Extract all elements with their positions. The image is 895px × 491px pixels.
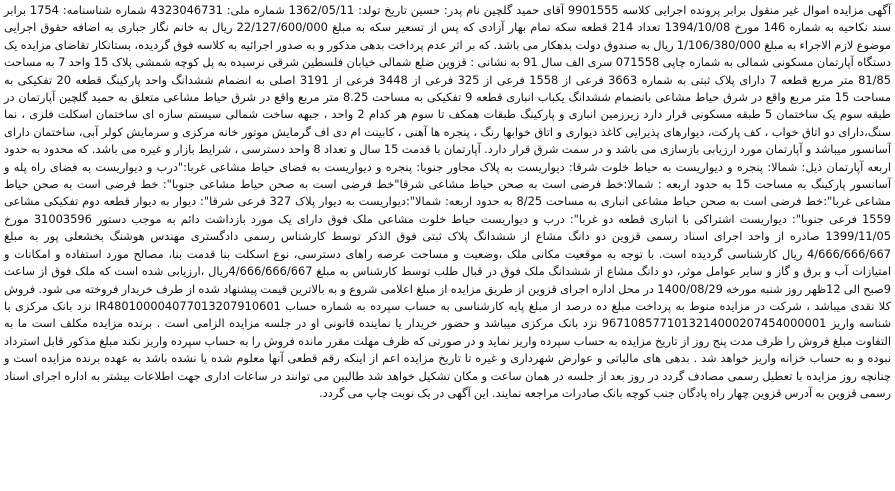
auction-notice-text: آگهی مزایده اموال غیر منقول برابر پرونده اجرایی کلاسه 9901555 آقای حمید گلچین نام پدر: حسین تاریخ تولد: 1362/05/11 شماره ملی: 4323046731 شماره شناسنامه: 1754 برابر سند نکاحیه به شماره 146 مورخ 1394/10/08 تعداد 214 قطعه سکه تمام بهار آزادی که پس از تسعیر سکه به مبلغ 22/127/600/000 ریال به خانم نگار جباری به اضافه حقوق اجرایی موضوع لازم الاجراء به مبلغ 1/106/380/000 ریال به صندوق دولت بدهکار می باشد. که بر اثر عدم پرداخت بدهی مذکور و به صدور اجرائیه به کلاسه فوق گردیده، بستانکار تقاضای مزایده یک دستگاه آپارتمان مسکونی شمالی به شماره چاپی 071558 سری الف سال 91 به نشانی : قزوین ضلع شمالی خیابان فلسطین شرقی نرسیده به پل کوچه شمشی پلاک 15 واحد 7 به مساحت 81/85 متر مربع قطعه 7 دارای پلاک ثبتی به شماره 3663 فرعی از 1558 فرعی از 325 فرعی از 3448 فرعی از 3191 اصلی به انضمام ششدانگ واحد پارکینگ قطعه 20 تفکیکی به مساحت 15 متر مربع واقع در شرق حیاط مشاعی بانضمام ششدانگ یکباب انباری قطعه 9 تفکیکی به مساحت 8.25 متر مربع واقع در شرق حیاط مشاعی متعلق به حمید گلچین آپارتمان در طبقه سوم یک ساختمان 5 طبقه مسکونی قرار دارد زیرزمین انباری و پارکینگ طبقات همکف تا سوم هر کدام 2 واحد ، جبهه ساخت شمالی سیستم سازه ای ساختمان اسکلت فلزی ، نما سنگ،دارای دو اتاق خواب ، کف پارکت، دیوارهای پذیرایی کاغذ دیواری و اتاق خوابها رنگ ، پنجره ها آهنی ، کابینت ام دی اف گرمایش موتور خانه مرکزی و سرمایش کولر آبی، ساختمان دارای آسانسور میباشد و آپارتمان مورد ارزیابی بازسازی می باشد و در سمت شرق قرار دارد. آپارتمان با قدمت 15 سال و تعداد 8 واحد دسترسی ، شرایط بازار و غیره می باشد. که محدود به حدود اربعه آپارتمان ذیل: شمالا: پنجره و دیواریست به حیاط خلوت شرقا: دیواریست به پلاک مجاور جنوبا: پنجره و دیواریست به فضای حیاط مشاعی غربا:"درب و دیواریست به فضای راه پله و آسانسور پارکینگ به مساحت 15 به حدود اربعه : شمالا:خط فرضی است به صحن حیاط مشاعی شرقا"خط فرضی است به صحن حیاط مشاعی جنوبا": خط فرضی است به صحن حیاط مشاعی غربا":خط فرضی است به صحن حیاط مشاعی انباری به مساحت 8/25 به حدود اربعه: شمالا":دیواریست به دیوار پلاک 327 فرعی شرقا": دیوار به دیوار قطعه دوم تفکیکی مشاعی 1559 فرعی جنوبا": دیواریست اشتراکی با انباری قطعه دو غربا": درب و دیواریست حیاط خلوت مشاعی ملک فوق دارای یک مورد بازداشت دائم به موجب دستور 31003596 مورخ 1399/11/05 صادره از واحد اجرای اسناد رسمی قزوین دو دانگ مشاع از ششدانگ پلاک ثبتی فوق الذکر توسط کارشناس رسمی دادگستری مهندس هوشنگ بخشعلی پور به مبلغ 4/666/666/667 ریال کارشناسی گردیده است. با توجه به موقعیت مکانی ملک ،وضعیت و مساحت عرصه راهای دسترسی، نوع اسکلت بنا قدمت بنا، مصالح مورد استفاده و امکانات و امتیازات آب و برق و گاز و سایر عوامل موثر، دو دانگ مشاع از ششدانگ ملک فوق در قبال طلب توسط کارشناس به مبلغ 4/666/666/667ریال ،ارزیابی شده است که ملک فوق از ساعت 9صبح الی 12ظهر روز شنبه مورخه 1400/08/29 در محل اداره اجرای قزوین از طریق مزایده از مبلغ اعلامی شروع و به بالاترین قیمت پیشنهاد شده از طرف خریدار فروخته می شود. فروش کلا نقدی میباشد ، شرکت در مزایده منوط به پرداخت مبلغ ده درصد از مبلغ پایه کارشناسی به حساب سپرده به شماره حساب IR480100004077013207910601 نزد بانک مرکزی با شناسه واریز 9671085771013214000207454000001 نزد بانک مرکزی میباشد و حضور خریدار یا نماینده قانونی او در جلسه مزایده الزامی است . برنده مزایده مکلف است ما به التفاوت مبلغ فروش را ظرف مدت پنج روز از تاریخ مزایده به حساب سپرده واریز نماید و در صورتی که ظرف مهلت مقرر مانده فروش را به حساب سپرده واریز نکند مبلغ مذکور قابل استرداد نبوده و به حساب خزانه واریز خواهد شد . بدهی های مالیاتی و عوارض شهرداری و غیره تا تاریخ مزایده اعم از اینکه رقم قطعی آنها معلوم شده یا نشده باشد به عهده برنده مزایده است و چنانچه روز مزایده با تعطیل رسمی مصادف گردد در روز بعد از جلسه در همان ساعت و مکان تشکیل خواهد شد طالبین می توانند در ساعات اداری جهت اطلاعات بیشتر به اداره اجرای اسناد رسمی قزوین به آدرس قزوین چهار راه پادگان جنب کوچه بانک صادرات مراجعه نمایند. این آگهی در یک نوبت چاپ می گردد. bbox=[4, 3, 892, 400]
